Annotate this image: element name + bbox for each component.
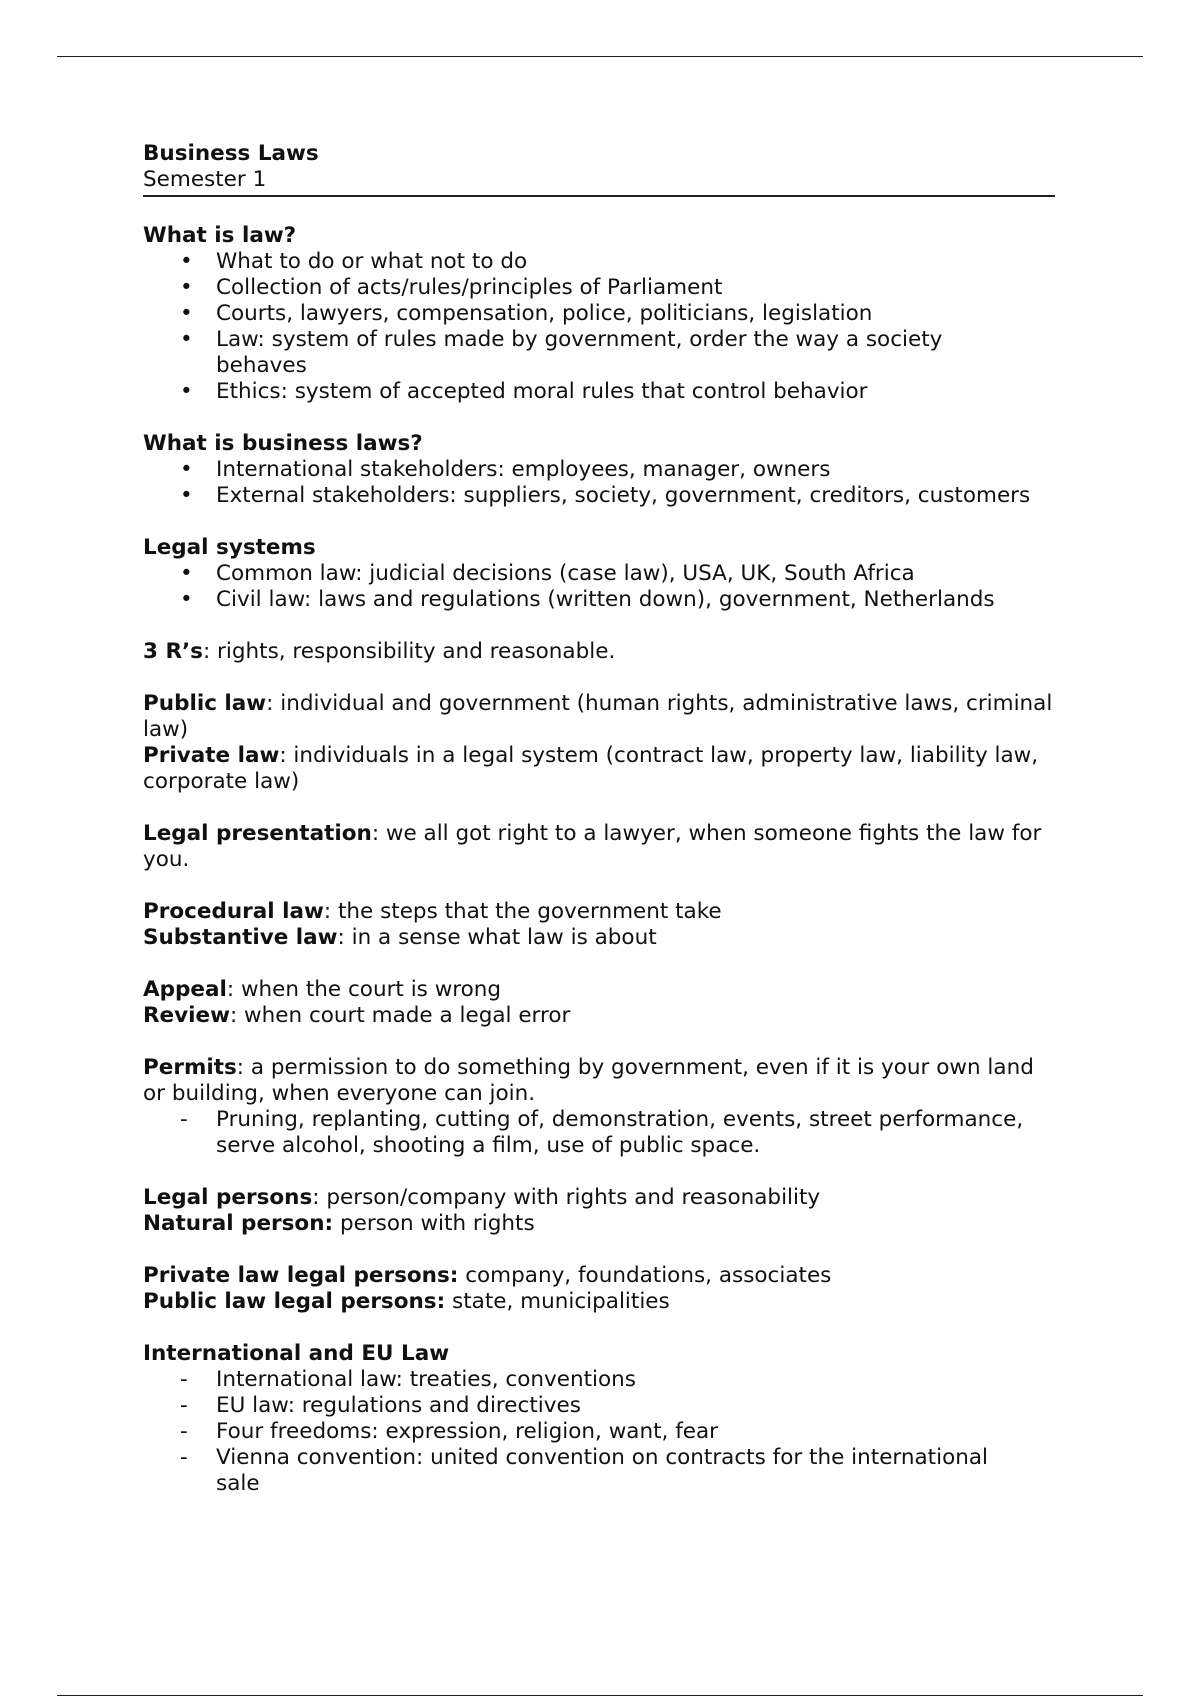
document-header <box>143 141 1055 197</box>
bullet-marker: • <box>180 379 193 404</box>
definition-three-rs: 3 R’s: rights, responsibility and reasonable. <box>143 639 616 664</box>
list-item: - EU law: regulations and directives <box>180 1393 581 1418</box>
list-item: - Four freedoms: expression, religion, want, fear <box>180 1419 719 1444</box>
definition-private-law-legal-persons: Private law legal persons: company, foundations, associates <box>143 1263 832 1288</box>
list-item: • Courts, lawyers, compensation, police, politicians, legislation <box>180 301 873 326</box>
list-item: • Civil law: laws and regulations (written down), government, Netherlands <box>180 587 995 612</box>
page-top-rule <box>57 56 1143 57</box>
list-what-is-law <box>143 249 1055 405</box>
definition-legal-persons: Legal persons: person/company with rights and reasonability <box>143 1185 821 1210</box>
bullet-marker: • <box>180 301 193 326</box>
definition-appeal: Appeal: when the court is wrong <box>143 977 502 1002</box>
definition-public-law: Public law: individual and government (human rights, administrative laws, criminal law) <box>143 691 1053 742</box>
bullet-marker: • <box>180 275 193 300</box>
dash-marker: - <box>180 1107 188 1132</box>
list-item: • What to do or what not to do <box>180 249 528 274</box>
list-item: • Common law: judicial decisions (case law), USA, UK, South Africa <box>180 561 915 586</box>
list-business-laws <box>143 457 1055 509</box>
dash-marker: - <box>180 1419 188 1444</box>
list-legal-systems <box>143 561 1055 613</box>
bullet-marker: • <box>180 249 193 274</box>
list-item: • External stakeholders: suppliers, society, government, creditors, customers <box>180 483 1031 508</box>
definition-legal-presentation: Legal presentation: we all got right to a lawyer, when someone fights the law for you. <box>143 821 1042 872</box>
list-item: - Pruning, replanting, cutting of, demonstration, events, street performance, serve alcohol, shooting a film, use of public space. <box>180 1107 1024 1158</box>
definition-public-law-legal-persons: Public law legal persons: state, municipalities <box>143 1289 670 1314</box>
list-item: - International law: treaties, conventions <box>180 1367 636 1392</box>
dash-marker: - <box>180 1367 188 1392</box>
definition-natural-person: Natural person: person with rights <box>143 1211 535 1236</box>
definition-review: Review: when court made a legal error <box>143 1003 571 1028</box>
list-international-eu-law <box>143 1367 1055 1497</box>
list-item: • Ethics: system of accepted moral rules that control behavior <box>180 379 868 404</box>
document-subtitle: Semester 1 <box>143 167 267 192</box>
list-permits <box>143 1107 1055 1159</box>
section-heading-what-is-law: What is law? <box>143 223 297 248</box>
definition-substantive-law: Substantive law: in a sense what law is about <box>143 925 657 950</box>
section-heading-international-eu-law: International and EU Law <box>143 1341 450 1366</box>
list-item: • International stakeholders: employees, manager, owners <box>180 457 831 482</box>
section-heading-legal-systems: Legal systems <box>143 535 316 560</box>
list-item: • Collection of acts/rules/principles of Parliament <box>180 275 723 300</box>
list-item: - Vienna convention: united convention on contracts for the international sale <box>180 1445 989 1496</box>
bullet-marker: • <box>180 327 193 352</box>
definition-procedural-law: Procedural law: the steps that the government take <box>143 899 722 924</box>
dash-marker: - <box>180 1393 188 1418</box>
bullet-marker: • <box>180 483 193 508</box>
bullet-marker: • <box>180 561 193 586</box>
bullet-marker: • <box>180 457 193 482</box>
list-item: • Law: system of rules made by government, order the way a society behaves <box>180 327 943 378</box>
page-bottom-rule <box>57 1695 1143 1696</box>
dash-marker: - <box>180 1445 188 1470</box>
document-title: Business Laws <box>143 141 319 166</box>
bullet-marker: • <box>180 587 193 612</box>
definition-private-law: Private law: individuals in a legal system (contract law, property law, liability law, corporate law) <box>143 743 1039 794</box>
document-body <box>143 141 1055 1497</box>
section-heading-business-laws: What is business laws? <box>143 431 423 456</box>
definition-permits: Permits: a permission to do something by government, even if it is your own land or building, when everyone can join. <box>143 1055 1034 1106</box>
